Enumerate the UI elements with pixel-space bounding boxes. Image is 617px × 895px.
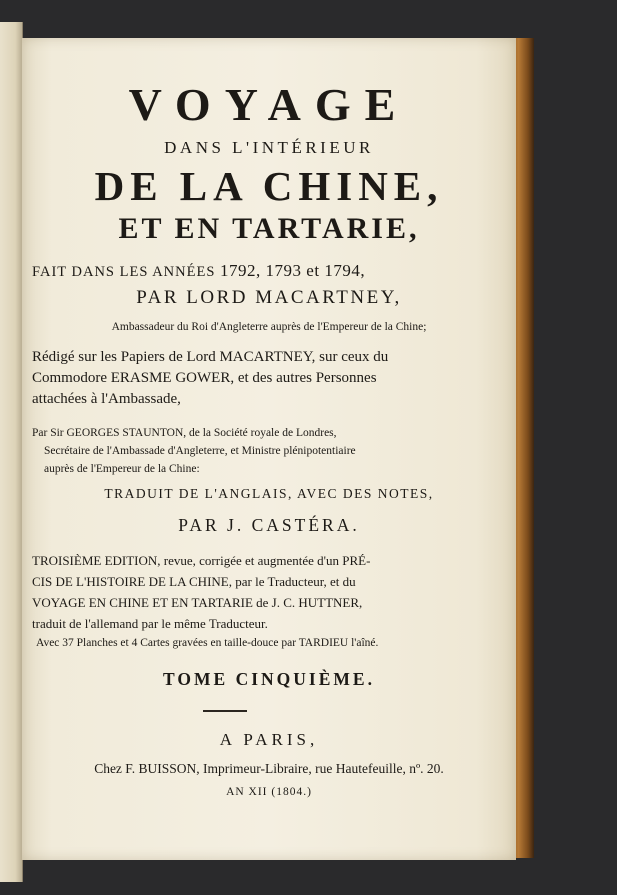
main-title-voyage: VOYAGE [128, 79, 410, 130]
subtitle-dans-interieur: DANS L'INTÉRIEUR [164, 138, 374, 157]
edition-paragraph [32, 550, 516, 634]
staunton-line: auprès de l'Empereur de la Chine: [44, 463, 200, 475]
years-line [32, 261, 516, 281]
ambassador-line: Ambassadeur du Roi d'Angleterre auprès de l'Empereur de la Chine; [111, 321, 427, 333]
previous-page-edge [0, 22, 23, 882]
translation-line: TRADUIT DE L'ANGLAIS, AVEC DES NOTES, [104, 486, 434, 501]
place-line: A PARIS, [219, 730, 319, 749]
redige-line: Commodore ERASME GOWER, et des autres Personnes [32, 370, 377, 386]
volume-line: TOME CINQUIÈME. [163, 669, 375, 689]
publisher-line: Chez F. BUISSON, Imprimeur-Libraire, rue Hautefeuille, nº. 20. [94, 761, 444, 776]
edition-line: TROISIÈME EDITION, revue, corrigée et augmentée d'un PRÉ- [32, 553, 371, 568]
author-line: PAR LORD MACARTNEY, [136, 287, 402, 308]
edition-line: CIS DE L'HISTOIRE DE LA CHINE, par le Traducteur, et du [32, 574, 356, 589]
plates-line: Avec 37 Planches et 4 Cartes gravées en taille-douce par TARDIEU l'aîné. [36, 637, 379, 649]
years-values: 1792, 1793 et 1794, [220, 261, 366, 280]
staunton-line: Par Sir GEORGES STAUNTON, de la Société royale de Londres, [32, 427, 337, 439]
divider-rule [203, 710, 247, 712]
redige-line: attachées à l'Ambassade, [32, 391, 181, 407]
title-de-la-chine: DE LA CHINE, [94, 163, 444, 209]
edition-line: traduit de l'allemand par le même Traducteur. [32, 616, 268, 631]
translator-line: PAR J. CASTÉRA. [178, 515, 360, 535]
title-page [22, 38, 516, 860]
redige-line: Rédigé sur les Papiers de Lord MACARTNEY, sur ceux du [32, 349, 389, 365]
date-line: AN XII (1804.) [226, 786, 312, 798]
title-et-en-tartarie: ET EN TARTARIE, [118, 212, 420, 245]
staunton-paragraph [32, 424, 516, 478]
redige-paragraph [32, 347, 516, 410]
staunton-line: Secrétaire de l'Ambassade d'Angleterre, et Ministre plénipotentiaire [44, 445, 356, 457]
edition-line: VOYAGE EN CHINE ET EN TARTARIE de J. C. HUTTNER, [32, 595, 363, 610]
years-prefix: FAIT DANS LES ANNÉES [32, 264, 216, 280]
